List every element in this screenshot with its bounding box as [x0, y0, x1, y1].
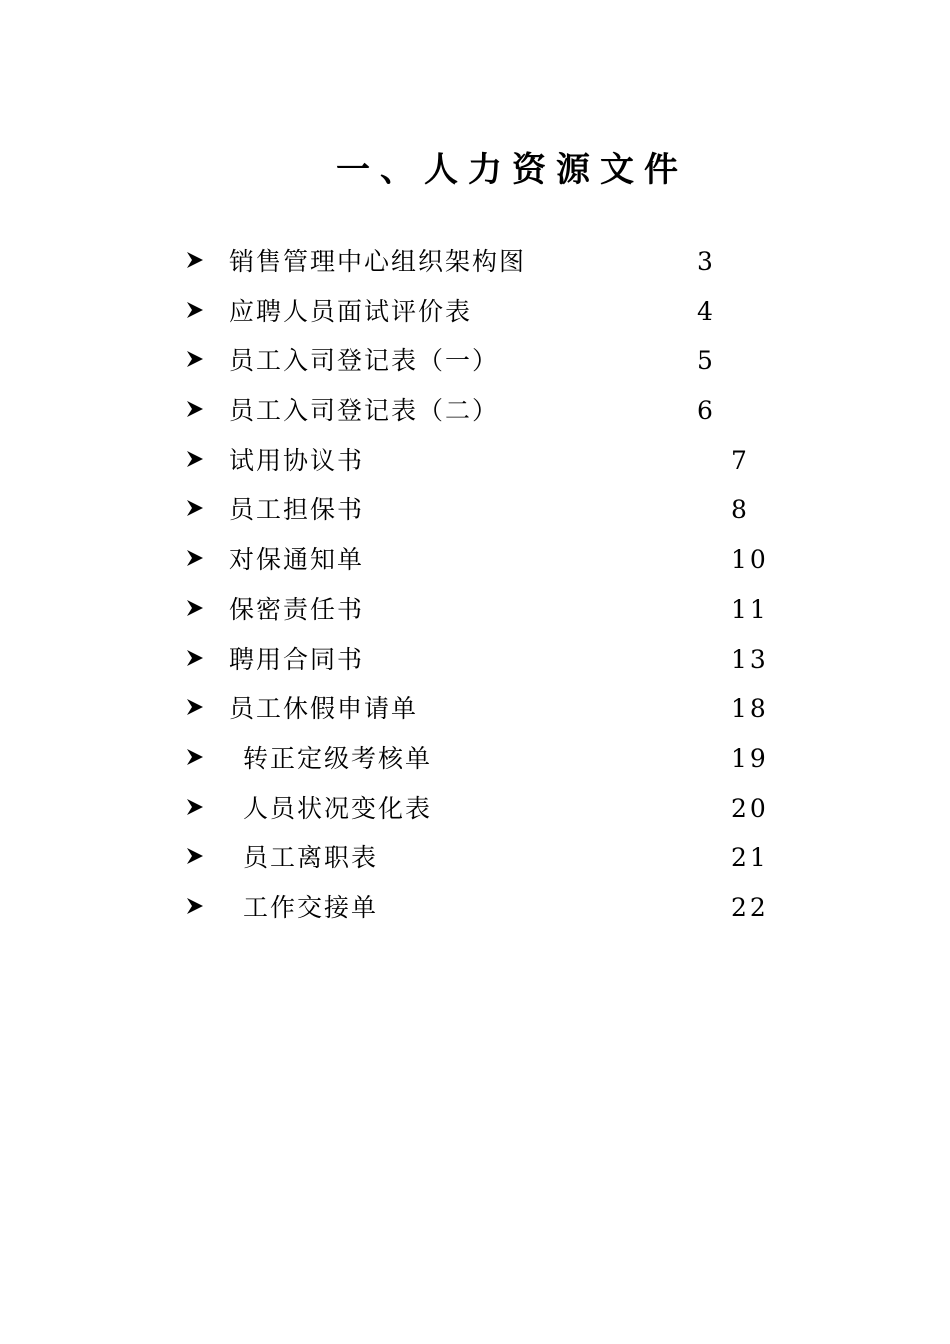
- toc-item-label: 试用协议书: [229, 445, 365, 475]
- toc-item-label: 转正定级考核单: [243, 743, 433, 773]
- arrow-bullet-icon: [186, 697, 204, 717]
- toc-item-page: 21: [731, 843, 769, 873]
- toc-item: [0, 687, 950, 737]
- toc-item-label: 人员状况变化表: [243, 793, 433, 823]
- arrow-bullet-icon: [186, 797, 204, 817]
- toc-item-label: 员工入司登记表（一）: [229, 346, 500, 376]
- arrow-bullet-icon: [186, 896, 204, 916]
- toc-item-label: 员工离职表: [243, 843, 379, 873]
- toc-item: [0, 389, 950, 439]
- toc-item-page: 8: [731, 495, 750, 525]
- toc-item-page: 11: [731, 594, 769, 624]
- arrow-bullet-icon: [186, 349, 204, 369]
- toc-item-label: 工作交接单: [243, 892, 379, 922]
- toc-item-page: 6: [697, 396, 716, 426]
- toc-item-page: 13: [731, 644, 769, 674]
- arrow-bullet-icon: [186, 598, 204, 618]
- toc-item: [0, 638, 950, 688]
- toc-item-page: 18: [731, 694, 769, 724]
- toc-item: [0, 488, 950, 538]
- toc-item-label: 销售管理中心组织架构图: [229, 247, 527, 276]
- arrow-bullet-icon: [186, 846, 204, 866]
- arrow-bullet-icon: [186, 300, 204, 320]
- arrow-bullet-icon: [186, 548, 204, 568]
- toc-item-label: 保密责任书: [229, 594, 365, 624]
- arrow-bullet-icon: [186, 449, 204, 469]
- toc-item-label: 聘用合同书: [229, 644, 365, 674]
- toc-item: [0, 737, 950, 787]
- toc-item: [0, 439, 950, 489]
- arrow-bullet-icon: [186, 747, 204, 767]
- arrow-bullet-icon: [186, 399, 204, 419]
- toc-item: [0, 538, 950, 588]
- table-of-contents: [0, 240, 950, 936]
- toc-item-page: 10: [731, 545, 769, 575]
- toc-item-page: 7: [731, 445, 750, 475]
- toc-item: [0, 290, 950, 340]
- toc-item: [0, 240, 950, 290]
- toc-item: [0, 588, 950, 638]
- toc-item-label: 员工入司登记表（二）: [229, 396, 500, 426]
- toc-item-page: 19: [731, 743, 769, 773]
- toc-item-label: 员工休假申请单: [229, 694, 419, 724]
- toc-item-page: 4: [697, 296, 716, 326]
- arrow-bullet-icon: [186, 648, 204, 668]
- toc-item: [0, 339, 950, 389]
- toc-item-page: 22: [731, 892, 769, 922]
- toc-item-label: 应聘人员面试评价表: [229, 296, 473, 326]
- page-title: 一、人力资源文件: [336, 150, 688, 190]
- toc-item: [0, 886, 950, 936]
- toc-item: [0, 787, 950, 837]
- toc-item: [0, 836, 950, 886]
- arrow-bullet-icon: [186, 498, 204, 518]
- arrow-bullet-icon: [186, 250, 204, 270]
- toc-item-label: 员工担保书: [229, 495, 365, 525]
- toc-item-page: 3: [697, 247, 716, 276]
- toc-item-page: 20: [731, 793, 769, 823]
- toc-item-label: 对保通知单: [229, 545, 365, 575]
- toc-item-page: 5: [697, 346, 716, 376]
